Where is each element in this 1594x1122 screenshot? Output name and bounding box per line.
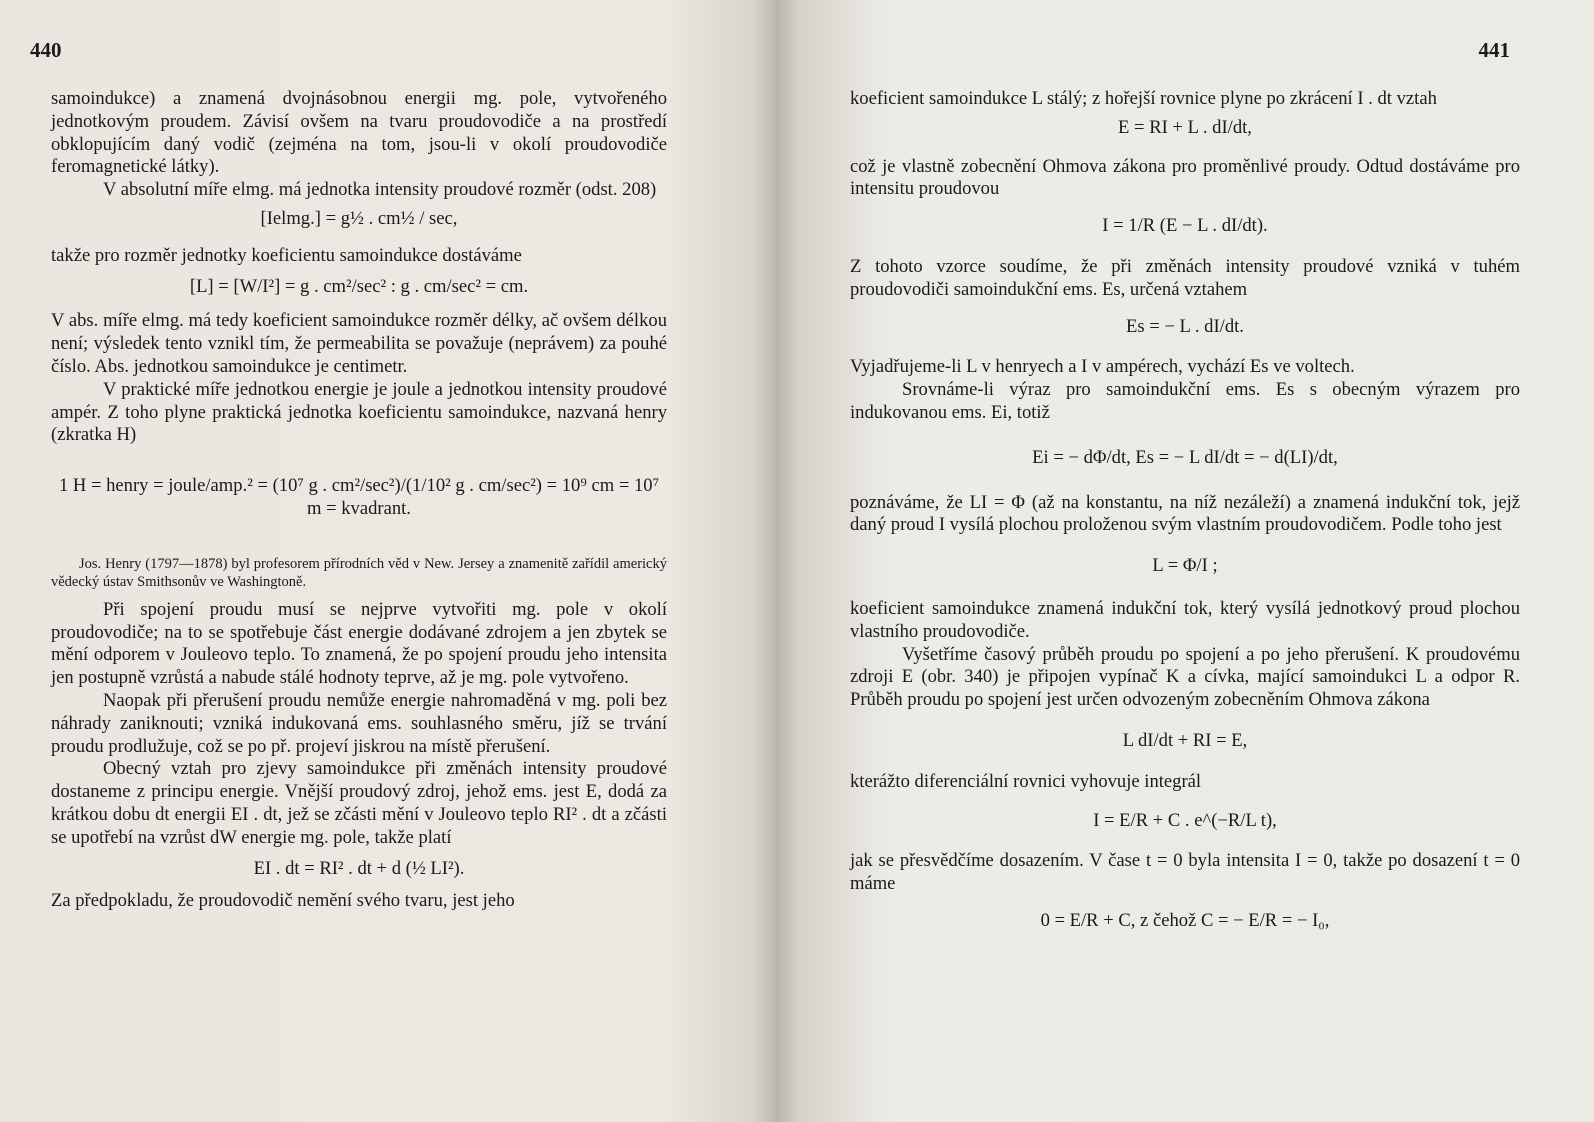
left-page <box>0 0 776 1122</box>
equation: EI . dt = RI² . dt + d (½ LI²). <box>253 857 465 879</box>
paragraph: Za předpokladu, že proudovodič nemění svého tvaru, jest jeho <box>51 890 515 912</box>
paragraph: což je vlastně zobecnění Ohmova zákona pro proměnlivé proudy. Odtud dostáváme pro intensitu proudovou <box>850 155 1520 200</box>
equation: [L] = [W/I²] = g . cm²/sec² : g . cm/sec² = cm. <box>189 275 529 297</box>
equation: Es = − L . dI/dt. <box>1126 315 1244 337</box>
equation: E = RI + L . dI/dt, <box>1118 116 1252 138</box>
paragraph: Vyšetříme časový průběh proudu po spojení a po jeho přerušení. K proudovému zdroji E (obr. 340) je připojen vypínač K a cívka, mající samoindukci L a odpor R. Průběh proudu po spojení jest určen odvozeným zobecněním Ohmova zákona <box>850 643 1520 711</box>
paragraph: samoindukce) a znamená dvojnásobnou energii mg. pole, vytvořeného jednotkovým proudem. Závisí ovšem na tvaru proudovodiče a na prostředí obklopujícím daný vodič (zejména na tom, jsou-li v okolí proudovodiče feromagnetické látky). <box>51 88 667 178</box>
equation: I = 1/R (E − L . dI/dt). <box>1102 215 1268 237</box>
paragraph: Při spojení proudu musí se nejprve vytvořiti mg. pole v okolí proudovodiče; na to se spotřebuje část energie dodávané zdrojem a jen zbytek se mění odporem v Jouleovo teplo. To znamená, že po spojení proudu jeho intensita jen postupně vzrůstá a nabude stálé hodnoty teprve, až je mg. pole vytvořeno. <box>51 598 667 689</box>
page-number-right: 441 <box>1478 38 1510 62</box>
paragraph: koeficient samoindukce L stálý; z hořejší rovnice plyne po zkrácení I . dt vztah <box>850 88 1437 109</box>
equation: 0 = E/R + C, z čehož C = − E/R = − I₀, <box>1040 909 1330 931</box>
page-number-left: 440 <box>30 38 62 62</box>
equation: Ei = − dΦ/dt, Es = − L dI/dt = − d(LI)/dt, <box>1032 446 1338 468</box>
equation: L = Φ/I ; <box>1152 555 1218 577</box>
footnote <box>51 555 667 591</box>
equation: 1 H = henry = joule/amp.² = (10⁷ g . cm²/sec²)/(1/10² g . cm/sec²) = 10⁹ cm = 10⁷ m = kvadrant. <box>58 475 660 519</box>
paragraph: V abs. míře elmg. má tedy koeficient samoindukce rozměr délky, ač ovšem délkou není; výsledek tento vznikl tím, že permeabilita se považuje (neprávem) za pouhé číslo. Abs. jednotkou samoindukce je centimetr. <box>51 310 667 377</box>
paragraph: takže pro rozměr jednotky koeficientu samoindukce dostáváme <box>51 244 522 266</box>
paragraph: Obecný vztah pro zjevy samoindukce při změnách intensity proudové dostaneme z principu energie. Vnější proudový zdroj, jehož ems. jest E, dodá za krátkou dobu dt energii EI . dt, jež se zčásti mění v Jouleovo teplo RI² . dt a zčásti se upotřebí na vzrůst dW energie mg. pole, takže platí <box>51 758 667 848</box>
equation: [Ielmg.] = g½ . cm½ / sec, <box>260 207 458 229</box>
paragraph: jak se přesvědčíme dosazením. V čase t = 0 byla intensita I = 0, takže po dosazení t = 0 máme <box>850 850 1520 895</box>
paragraph: Naopak při přerušení proudu nemůže energie nahromaděná v mg. poli bez náhrady zaniknouti; vzniká indukovaná ems. souhlasného směru, jíž se trvání proudu prodlužuje, což se po př. projeví jiskrou na místě přerušení. <box>51 689 667 757</box>
paragraph: Z tohoto vzorce soudíme, že při změnách intensity proudové vzniká v tuhém proudovodiči samoindukční ems. Es, určená vztahem <box>850 255 1520 300</box>
paragraph: kterážto diferenciální rovnici vyhovuje integrál <box>850 770 1202 792</box>
paragraph: V praktické míře jednotkou energie je joule a jednotkou intensity proudové ampér. Z toho plyne praktická jednotka koeficientu samoindukce, nazvaná henry (zkratka H) <box>51 378 667 446</box>
left-text-column <box>51 88 667 913</box>
equation: L dI/dt + RI = E, <box>1122 729 1248 751</box>
paragraph: koeficient samoindukce znamená indukční tok, který vysílá jednotkový proud plochou vlastního proudovodiče. <box>850 597 1520 642</box>
paragraph: Srovnáme-li výraz pro samoindukční ems. Es s obecným výrazem pro indukovanou ems. Ei, totiž <box>850 379 1520 423</box>
paragraph: poznáváme, že LI = Φ (až na konstantu, na níž nezáleží) a znamená indukční tok, jejž daný proud I vysílá plochou proloženou svým vlastním proudovodičem. Podle toho jest <box>850 491 1520 536</box>
right-page <box>776 0 1594 1122</box>
right-text-column <box>850 88 1520 933</box>
paragraph: Vyjadřujeme-li L v henryech a I v ampérech, vychází Es ve voltech. <box>850 356 1355 378</box>
paragraph: V absolutní míře elmg. má jednotka intensity proudové rozměr (odst. 208) <box>103 179 657 201</box>
equation: I = E/R + C . e^(−R/L t), <box>1093 809 1277 831</box>
footnote-text: Jos. Henry (1797—1878) byl profesorem přírodních věd v New. Jersey a znamenitě zařídil americký vědecký ústav Smithsonův ve Washingtoně. <box>51 555 667 590</box>
